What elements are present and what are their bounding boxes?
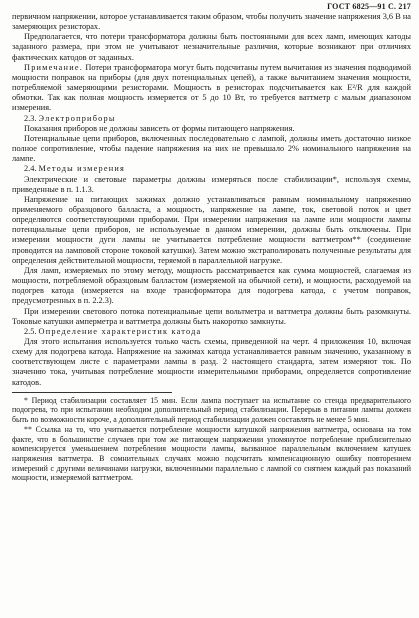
section-title: Методы измерения xyxy=(38,164,126,174)
paragraph: Предполагается, что потери трансформатора должны быть постоянными для всех ламп, имеющих катоды заданного размера, при этом не учитывают незначительные различия, которые возникают при отличиях фактических катодов от заданных. xyxy=(12,32,411,62)
section-number: 2.4. xyxy=(24,164,37,174)
note-paragraph xyxy=(12,63,411,114)
section-title: Электроприборы xyxy=(38,113,116,123)
note-label: Примечание. xyxy=(24,62,83,72)
section-number: 2.5. xyxy=(24,326,37,336)
document-body xyxy=(12,12,411,388)
section-title: Определение характеристик катода xyxy=(38,326,202,336)
note-text: Потери трансформатора могут быть подсчитаны путем вычитания из значения подводимой мощности поправок на приборы (для двух потенциальных цепей), а также вычитанием значения мощности, потребляемой замеряющими резисторами. Мощность в резисторах подсчитывается как E²/R для каждой обмотки. Так как полная мощность измеряется от 5 до 10 Вт, то требуется ваттметр с малым диапазоном измерения. xyxy=(12,62,412,113)
footnote: ** Ссылка на то, что учитывается потребление мощности катушкой напряжения ваттметра, основана на том факте, что в большинстве случаев при том же питающем напряжении упомянутое потребление приблизительно компенсируется уменьшением потребления мощности лампы, вызванное параллельным включением катушек напряжения ваттметра. В сомнительных случаях можно подсчитать компенсационную ошибку повторением измерений с другими величинами нагрузки, включенными параллельно с лампой со снятием каждый раз показаний мощности, измеряемой ваттметром. xyxy=(12,424,411,483)
paragraph: первичном напряжении, которое устанавливается таким образом, чтобы получить значение напряжения 3,6 В на замеряющих резисторах. xyxy=(12,12,411,32)
paragraph: Для ламп, измеряемых по этому методу, мощность рассматривается как сумма мощностей, слагаемая из мощности, потребляемой образцовым балластом (измеряемой на обычной сети), и мощности, расходуемой на подогрев катода (измеряется на входе трансформатора для подогрева катода, с учетом поправок, предусмотренных в п. 2.2.3). xyxy=(12,265,411,306)
section-heading-2-3 xyxy=(12,114,411,124)
paragraph: Напряжение на питающих зажимах должно устанавливаться равным номинальному напряжению применяемого образцового балласта, а мощность, напряжение на лампе, ток, световой поток и цвет определяются соответствующими приборами. При измерении напряжения на лампе или мощности лампы потенциальные цепи приборов, не используемые в данном измерении, должны быть отключены. При измерении мощности дуги лампы не учитывается потребление мощности ваттметром** (соединение проводится на ламповой стороне токовой катушки). Затем можно экстраполировать полученные результаты для определения действительной мощности, теряемой в параллельной нагрузке. xyxy=(12,194,411,265)
footnote-divider xyxy=(12,392,172,393)
paragraph: При измерении светового потока потенциальные цепи вольтметра и ваттметра должны быть разомкнуты. Токовые катушки амперметра и ваттметра должны быть накоротко замкнуты. xyxy=(12,306,411,326)
page-header: ГОСТ 6825—91 С. 217 xyxy=(327,2,411,11)
paragraph: Электрические и световые параметры должны измеряться после стабилизации*, используя схемы, приведенные в п. 1.1.3. xyxy=(12,174,411,194)
section-heading-2-4 xyxy=(12,164,411,174)
paragraph: Потенциальные цепи приборов, включенных последовательно с лампой, должны иметь достаточно низкое полное сопротивление, чтобы падение напряжения на них не превышало 2% номинального напряжения на лампе. xyxy=(12,133,411,164)
section-heading-2-5 xyxy=(12,327,411,337)
paragraph: Для этого испытания используется только часть схемы, приведенной на черт. 4 приложения 10, включая схему для подогрева катода. Напряжение на зажимах катода устанавливается равным значению, указанному в соответствующем листе с параметрами лампы в разд. 2 настоящего стандарта, затем измеряют ток. По значению тока, учитывая потребление мощности измерительными приборами, определяется сопротивление катодов. xyxy=(12,337,411,387)
footnote: * Период стабилизации составляет 15 мин. Если лампа поступает на испытание со стенда предварительного подогрева, то при испытании необходим дополнительный период стабилизации. Перерыв в питании лампы должен быть по возможности короче, а дополнительный период стабилизации должен составлять не менее 5 мин. xyxy=(12,395,411,425)
paragraph: Показания приборов не должны зависеть от формы питающего напряжения. xyxy=(24,123,295,133)
section-number: 2.3. xyxy=(24,113,37,123)
